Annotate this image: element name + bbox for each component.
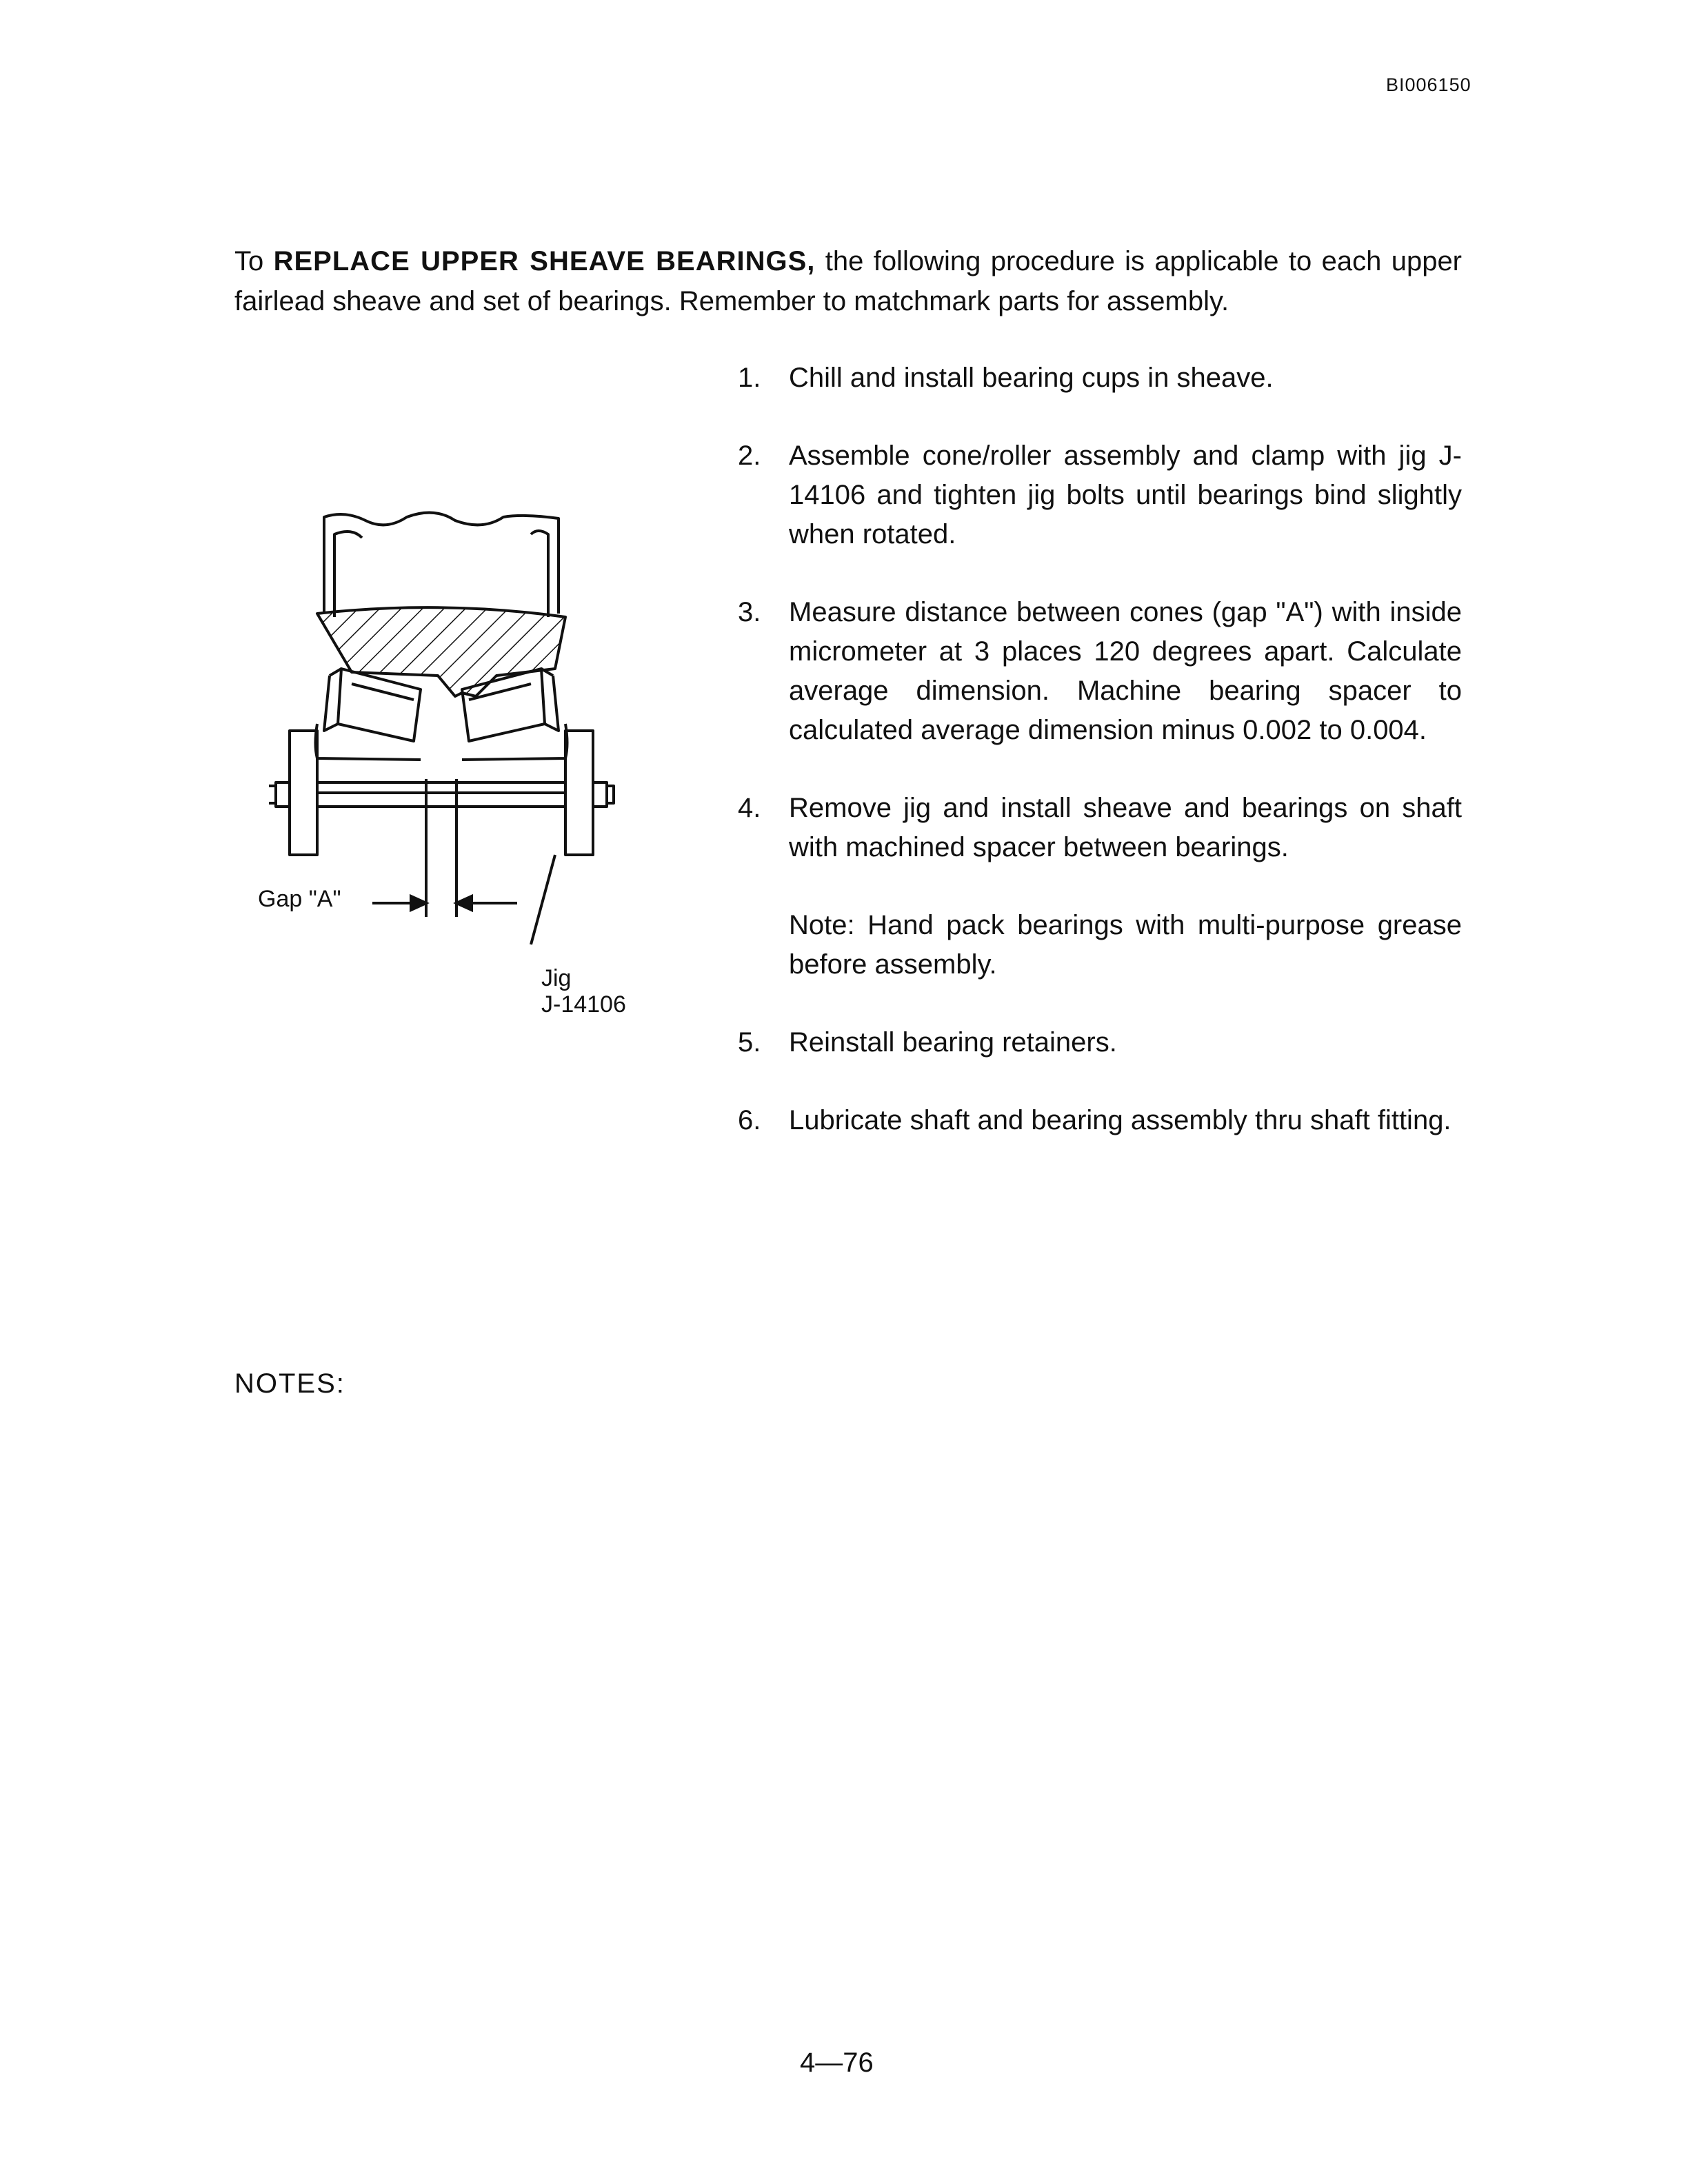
step-3	[738, 593, 1462, 750]
step-text: Reinstall bearing retainers.	[789, 1027, 1117, 1058]
step-number: 3.	[738, 597, 761, 627]
step-number: 6.	[738, 1105, 761, 1135]
left-bearing	[338, 669, 421, 741]
intro-paragraph	[234, 241, 1462, 321]
sheave-bearing-diagram	[248, 503, 662, 1041]
step-4	[738, 789, 1462, 867]
notes-heading: NOTES:	[234, 1368, 345, 1399]
step-number: 1.	[738, 363, 761, 393]
jig-part-number: J-14106	[541, 991, 626, 1018]
step-2	[738, 436, 1462, 554]
intro-prefix: To	[234, 246, 274, 276]
step-number: 2.	[738, 441, 761, 471]
step-text: Lubricate shaft and bearing assembly thru shaft fitting.	[789, 1105, 1451, 1135]
step-text: Measure distance between cones (gap "A") with inside micrometer at 3 places 120 degrees apart. Calculate average dimension. Machine bearing spacer to calculated average dimension minus 0.002 to 0.004.	[789, 597, 1462, 745]
sheave-bearing-drawing	[248, 503, 662, 1041]
step-5	[738, 1023, 1462, 1062]
step-number: 5.	[738, 1027, 761, 1058]
step-text: Assemble cone/roller assembly and clamp with jig J-14106 and tighten jig bolts until bearings bind slightly when rotated.	[789, 441, 1462, 549]
intro-rest: the following procedure is applicable to each upper fairlead sheave and set of bearings. Remember to matchmark parts for assembly.	[234, 246, 1463, 316]
sheave-hub-section	[317, 607, 565, 696]
step-text: Remove jig and install sheave and bearings on shaft with machined spacer between bearings.	[789, 793, 1462, 862]
jig-label: Jig	[541, 965, 572, 991]
jig-bolt	[269, 782, 290, 807]
intro-bold-title: REPLACE UPPER SHEAVE BEARINGS,	[273, 246, 816, 276]
jig-right-plate	[565, 731, 593, 855]
gap-a-label: Gap "A"	[258, 886, 341, 912]
step-1	[738, 358, 1462, 398]
step-6	[738, 1101, 1462, 1140]
procedure-steps	[738, 358, 1462, 1179]
jig-rod	[317, 782, 565, 807]
gap-measure-lines	[426, 779, 456, 917]
step-text: Chill and install bearing cups in sheave.	[789, 363, 1274, 393]
step-4-note: Note: Hand pack bearings with multi-purpose grease before assembly.	[789, 910, 1462, 980]
document-id: BI006150	[1386, 74, 1471, 95]
jig-left-plate	[290, 731, 317, 855]
sheave-body	[324, 513, 559, 614]
page-number: 4—76	[800, 2048, 874, 2078]
step-number: 4.	[738, 793, 761, 823]
